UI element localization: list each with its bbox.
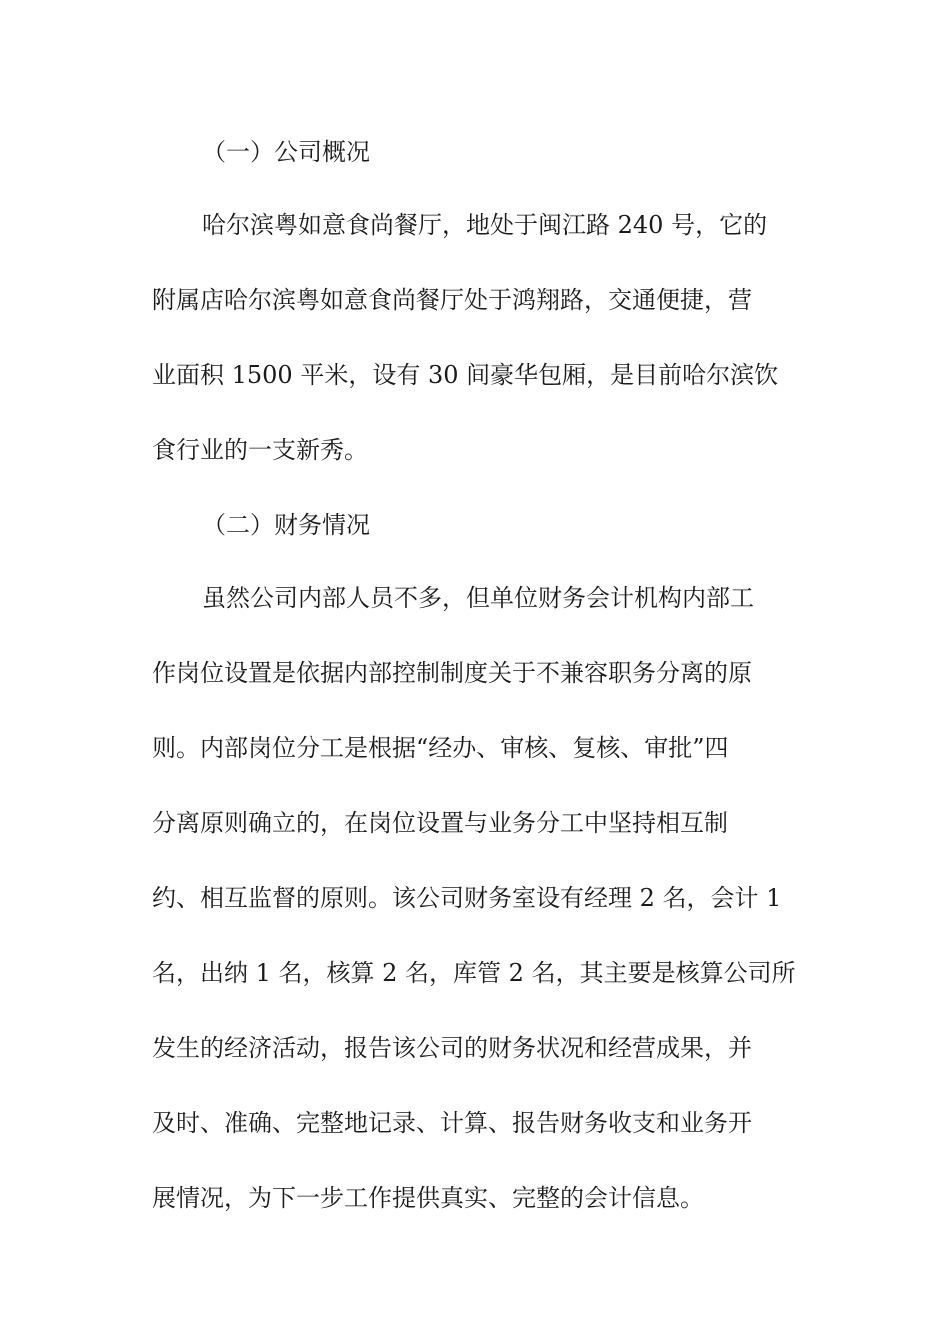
paragraph-line: 虽然公司内部人员不多，但单位财务会计机构内部工 <box>202 584 754 612</box>
section-heading-financial-status: （二）财务情况 <box>202 511 370 539</box>
paragraph-line: 分离原则确立的，在岗位设置与业务分工中坚持相互制 <box>152 809 728 837</box>
paragraph-line: 展情况，为下一步工作提供真实、完整的会计信息。 <box>152 1184 704 1212</box>
paragraph-line: 则。内部岗位分工是根据“经办、审核、复核、审批”四 <box>152 734 729 762</box>
paragraph-line: 作岗位设置是依据内部控制制度关于不兼容职务分离的原 <box>152 659 752 687</box>
paragraph-line: 业面积 1500 平米，设有 30 间豪华包厢，是目前哈尔滨饮 <box>152 361 779 389</box>
section-heading-company-overview: （一）公司概况 <box>202 138 370 166</box>
paragraph-line: 食行业的一支新秀。 <box>152 436 368 464</box>
paragraph-line: 哈尔滨粤如意食尚餐厅，地处于闽江路 240 号，它的 <box>202 211 768 239</box>
paragraph-line: 发生的经济活动，报告该公司的财务状况和经营成果，并 <box>152 1034 752 1062</box>
paragraph-line: 名，出纳 1 名，核算 2 名，库管 2 名，其主要是核算公司所 <box>152 959 796 987</box>
paragraph-line: 约、相互监督的原则。该公司财务室设有经理 2 名，会计 1 <box>152 884 782 912</box>
paragraph-line: 及时、准确、完整地记录、计算、报告财务收支和业务开 <box>152 1109 752 1137</box>
paragraph-line: 附属店哈尔滨粤如意食尚餐厅处于鸿翔路，交通便捷，营 <box>152 286 752 314</box>
